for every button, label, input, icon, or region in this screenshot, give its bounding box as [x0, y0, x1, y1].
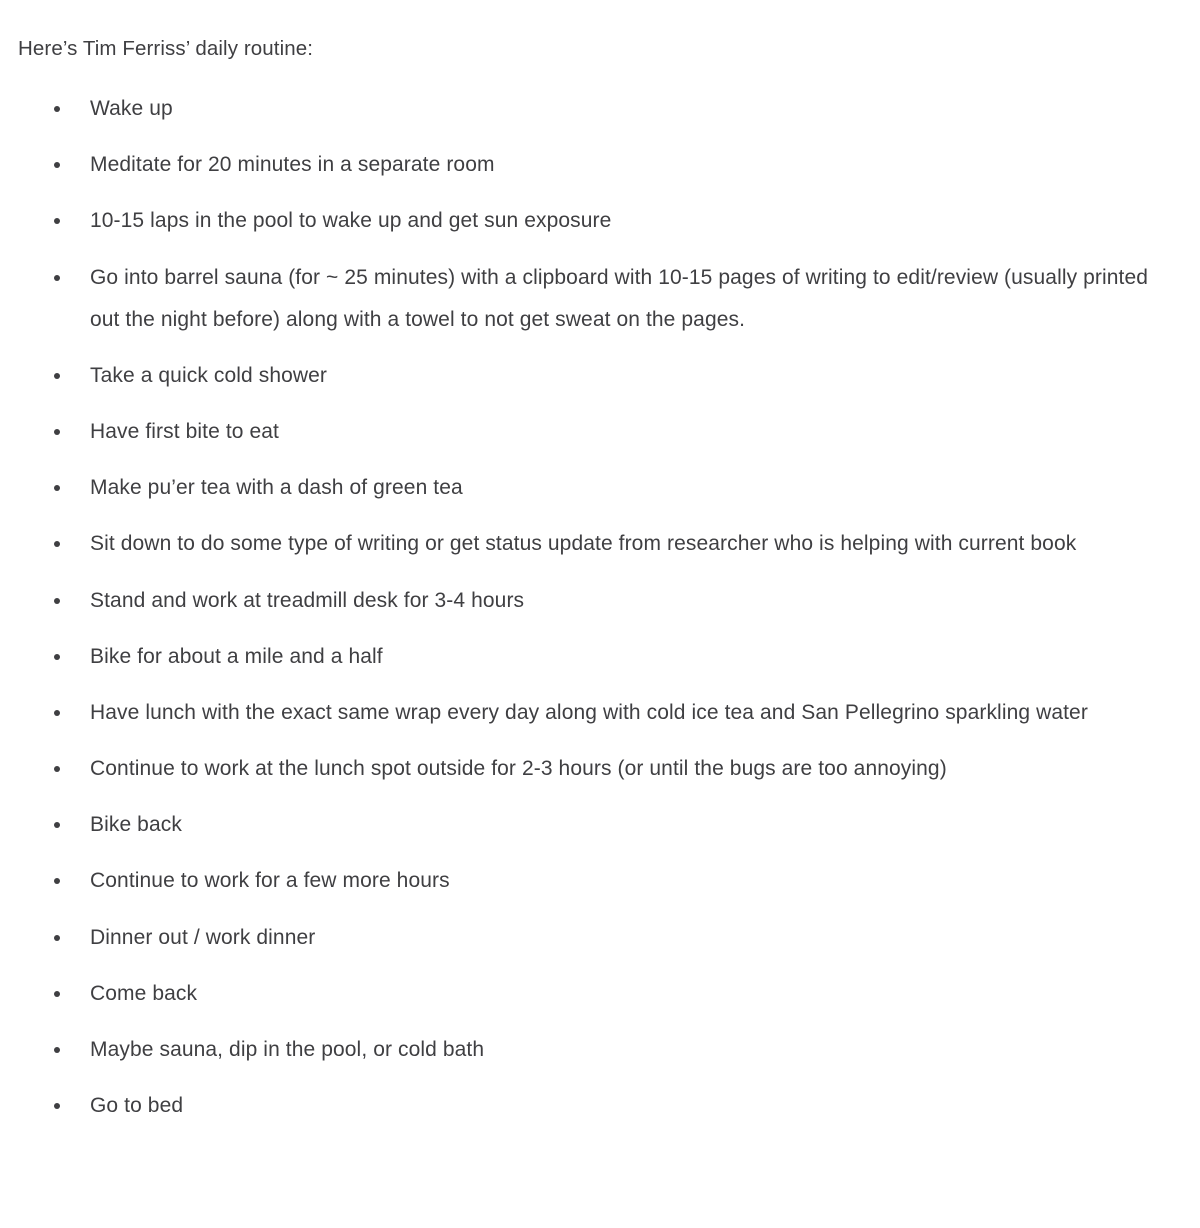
list-item-label: Continue to work for a few more hours	[90, 869, 450, 893]
bullet-icon	[54, 373, 60, 379]
list-item-label: Bike for about a mile and a half	[90, 644, 383, 668]
list-item-label: Come back	[90, 981, 198, 1005]
list-item-label: Have lunch with the exact same wrap every day along with cold ice tea and San Pellegrino sparkling water	[90, 700, 1088, 724]
bullet-icon	[54, 429, 60, 435]
list-item	[0, 257, 1160, 341]
list-item	[0, 1085, 1160, 1127]
bullet-icon	[54, 822, 60, 828]
list-item	[0, 355, 1160, 397]
bullet-icon	[54, 598, 60, 604]
bullet-icon	[54, 541, 60, 547]
bullet-icon	[54, 275, 60, 281]
list-item-label: Maybe sauna, dip in the pool, or cold bath	[90, 1038, 485, 1061]
list-item	[0, 748, 1160, 790]
list-item	[0, 973, 1160, 1015]
list-item	[0, 88, 1160, 130]
bullet-icon	[54, 485, 60, 491]
list-item-label: Wake up	[90, 97, 173, 120]
list-item	[0, 1029, 1160, 1071]
bullet-icon	[54, 106, 60, 112]
list-item-label: Continue to work at the lunch spot outside for 2-3 hours (or until the bugs are too annoying)	[90, 757, 947, 781]
list-item-label: Go into barrel sauna (for ~ 25 minutes) with a clipboard with 10-15 pages of writing to edit/review (usually printed out the night before) along with a towel to not get sweat on the pages.	[90, 265, 1149, 331]
list-item	[0, 580, 1160, 622]
list-item-label: Meditate for 20 minutes in a separate room	[90, 153, 495, 177]
list-item-label: Sit down to do some type of writing or get status update from researcher who is helping with current book	[90, 532, 1077, 556]
bullet-icon	[54, 1103, 60, 1109]
intro-paragraph: Here’s Tim Ferriss’ daily routine:	[18, 36, 314, 60]
bullet-icon	[54, 162, 60, 168]
list-item-label: 10-15 laps in the pool to wake up and get sun exposure	[90, 209, 612, 233]
list-item-label: Stand and work at treadmill desk for 3-4 hours	[90, 588, 525, 612]
bullet-icon	[54, 710, 60, 716]
list-item-label: Have first bite to eat	[90, 419, 279, 443]
list-item	[0, 860, 1160, 902]
bullet-icon	[54, 654, 60, 660]
bullet-icon	[54, 878, 60, 884]
list-item	[0, 200, 1160, 242]
list-item-label: Bike back	[90, 813, 182, 837]
list-item-label: Go to bed	[90, 1094, 184, 1118]
list-item	[0, 467, 1160, 509]
list-item-label: Make pu’er tea with a dash of green tea	[90, 476, 463, 500]
list-item-label: Dinner out / work dinner	[90, 925, 316, 949]
list-item	[0, 804, 1160, 846]
bullet-icon	[54, 1047, 60, 1053]
bullet-icon	[54, 218, 60, 224]
list-item	[0, 692, 1160, 734]
bullet-icon	[54, 935, 60, 941]
list-item	[0, 144, 1160, 186]
list-item-label: Take a quick cold shower	[90, 363, 328, 387]
list-item	[0, 411, 1160, 453]
bullet-icon	[54, 991, 60, 997]
bullet-icon	[54, 766, 60, 772]
list-item	[0, 636, 1160, 678]
daily-routine-list	[0, 88, 1160, 1141]
list-item	[0, 917, 1160, 959]
list-item	[0, 523, 1160, 565]
